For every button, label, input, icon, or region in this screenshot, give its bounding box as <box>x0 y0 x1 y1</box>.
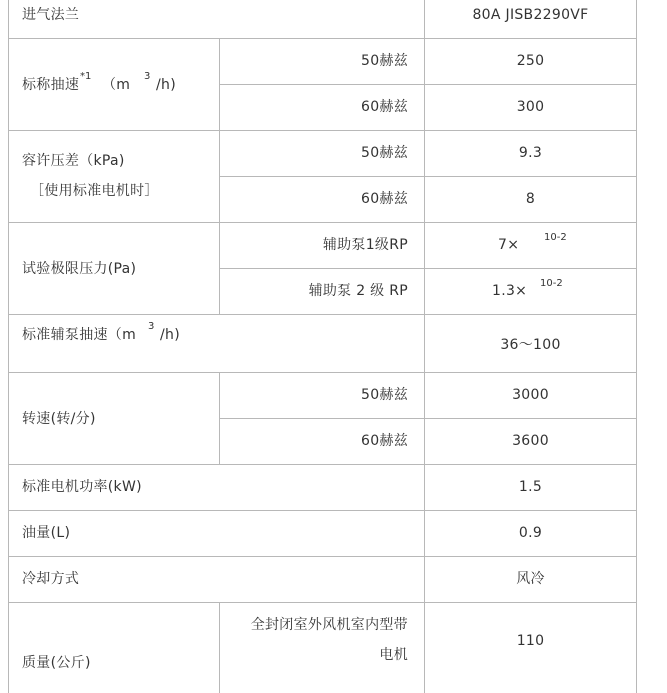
nominal-speed-unit-prefix: （m <box>102 77 131 93</box>
row-border <box>8 464 637 465</box>
row-border <box>8 130 637 131</box>
nominal-speed-50hz-label: 50赫兹 <box>360 53 408 69</box>
allowable-pressure-label: 容许压差（kPa) <box>22 153 125 169</box>
allowable-pressure-50hz-label: 50赫兹 <box>360 145 408 161</box>
row-border <box>8 222 637 223</box>
nominal-speed-footnote-mark: *1 <box>80 71 92 82</box>
allowable-pressure-60hz-label: 60赫兹 <box>360 191 408 207</box>
inlet-flange-label: 进气法兰 <box>22 7 80 23</box>
row-border <box>219 268 637 269</box>
col-border <box>636 0 637 693</box>
row-border <box>8 372 637 373</box>
aux-pump-speed-value: 36～100 <box>500 337 561 353</box>
nominal-speed-unit-suffix: /h) <box>156 77 176 93</box>
mass-motor-type-line1: 全封闭室外风机室内型带 <box>250 617 408 633</box>
ultimate-pressure-rp1-label: 辅助泵1级RP <box>322 237 408 253</box>
rotation-speed-50hz-label: 50赫兹 <box>360 387 408 403</box>
allowable-pressure-60hz-value: 8 <box>525 191 536 207</box>
rotation-speed-60hz-label: 60赫兹 <box>360 433 408 449</box>
ultimate-pressure-rp2-label: 辅助泵 2 级 RP <box>308 283 408 299</box>
allowable-pressure-note: ［使用标准电机时］ <box>30 183 159 199</box>
row-border <box>8 510 637 511</box>
ultimate-pressure-label: 试验极限压力(Pa) <box>22 261 137 277</box>
nominal-speed-50hz-value: 250 <box>516 53 545 69</box>
rotation-speed-label: 转速(转/分) <box>22 411 96 427</box>
aux-pump-speed-unit-superscript: 3 <box>148 321 155 332</box>
oil-volume-label: 油量(L) <box>22 525 71 541</box>
mass-value: 110 <box>516 633 545 649</box>
ultimate-pressure-rp1-exponent: 10-2 <box>544 232 567 243</box>
row-border <box>8 314 637 315</box>
nominal-speed-60hz-label: 60赫兹 <box>360 99 408 115</box>
aux-pump-speed-unit-suffix: /h) <box>160 327 180 343</box>
ultimate-pressure-rp2-value: 1.3× <box>492 283 528 299</box>
spec-table <box>8 0 637 693</box>
row-border <box>219 418 637 419</box>
motor-power-value: 1.5 <box>518 479 543 495</box>
ultimate-pressure-rp1-value: 7× <box>498 237 520 253</box>
row-border <box>219 84 637 85</box>
mass-label: 质量(公斤) <box>22 655 91 671</box>
oil-volume-value: 0.9 <box>518 525 543 541</box>
aux-pump-speed-label: 标准辅泵抽速（m <box>22 327 137 343</box>
allowable-pressure-50hz-value: 9.3 <box>518 145 543 161</box>
motor-power-label: 标准电机功率(kW) <box>22 479 142 495</box>
cooling-method-label: 冷却方式 <box>22 571 80 587</box>
row-border <box>219 176 637 177</box>
nominal-speed-label: 标称抽速 <box>22 77 80 93</box>
row-border <box>8 556 637 557</box>
nominal-speed-unit-superscript: 3 <box>144 71 151 82</box>
inlet-flange-value: 80A JISB2290VF <box>472 7 589 23</box>
cooling-method-value: 风冷 <box>516 571 545 587</box>
rotation-speed-50hz-value: 3000 <box>512 387 549 403</box>
mass-motor-type-line2: 电机 <box>379 647 408 663</box>
row-border <box>8 602 637 603</box>
rotation-speed-60hz-value: 3600 <box>512 433 549 449</box>
ultimate-pressure-rp2-exponent: 10-2 <box>540 278 563 289</box>
nominal-speed-60hz-value: 300 <box>516 99 545 115</box>
col-border <box>8 0 9 693</box>
row-border <box>8 38 637 39</box>
